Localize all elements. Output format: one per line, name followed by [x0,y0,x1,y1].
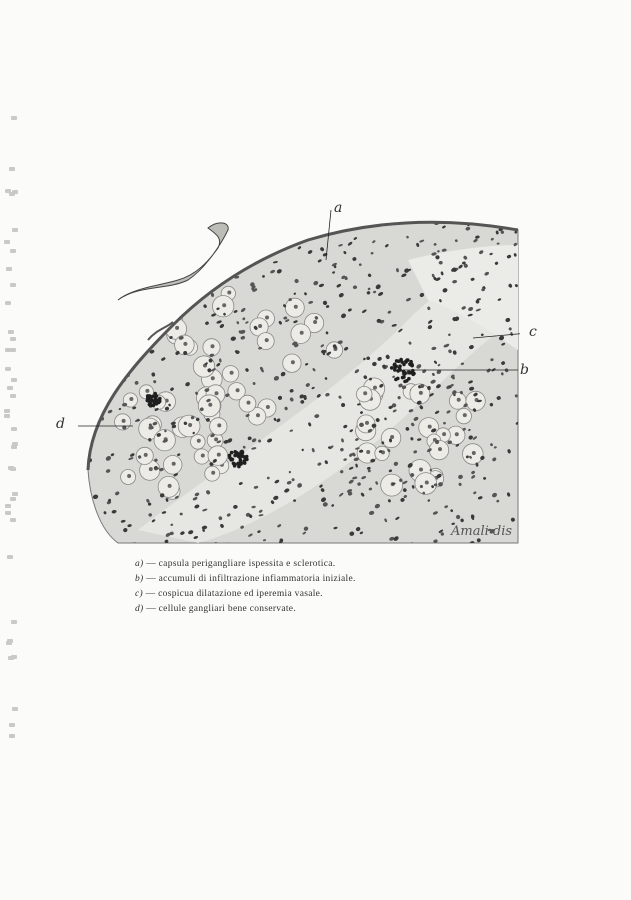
stromal-nucleus [287,219,291,222]
bleed-mark [5,301,11,305]
stromal-nucleus [262,254,266,257]
stromal-nucleus [119,273,123,277]
stromal-nucleus [92,400,96,404]
stromal-nucleus [90,225,94,229]
stromal-nucleus [88,231,93,236]
stromal-nucleus [121,250,124,254]
histology-plate [78,200,520,545]
cell-nucleus [419,468,423,472]
inflammatory-cell [229,458,233,462]
stromal-nucleus [159,243,163,248]
bleed-mark [5,367,11,371]
stromal-nucleus [94,399,99,404]
stromal-nucleus [101,354,106,359]
stromal-nucleus [136,251,140,255]
stromal-nucleus [279,225,283,229]
legend-text: — capsula perigangliare ispessita e sclerotica. [143,559,336,569]
legend-text: — cellule gangliari bene conservate. [143,604,296,614]
stromal-nucleus [135,293,139,297]
cell-nucleus [300,331,304,335]
bleed-mark [7,386,13,390]
cell-nucleus [144,453,148,457]
cell-nucleus [172,462,176,466]
stromal-nucleus [216,264,220,268]
label-c: c [529,324,537,340]
stromal-nucleus [262,243,267,247]
bleed-mark [7,639,13,643]
cell-nucleus [211,471,215,475]
bleed-mark [11,427,17,431]
stromal-nucleus [103,358,108,362]
stromal-nucleus [133,282,137,286]
stromal-nucleus [291,230,296,235]
bleed-mark [12,707,18,711]
stromal-nucleus [300,234,304,238]
bleed-mark [12,492,18,496]
inflammatory-cell [410,364,414,368]
stromal-nucleus [122,253,128,258]
cell-nucleus [230,371,234,375]
cell-nucleus [258,324,262,328]
cell-nucleus [266,405,270,409]
legend-item-c [135,587,495,602]
bleed-mark [11,116,17,120]
stromal-nucleus [189,263,195,267]
stromal-nucleus [126,301,132,307]
stromal-nucleus [264,247,268,252]
stromal-nucleus [139,347,144,352]
stromal-nucleus [125,239,131,244]
stromal-nucleus [128,261,134,265]
bleed-mark [10,348,16,352]
stromal-nucleus [105,303,110,307]
inflammatory-cell [154,396,158,400]
stromal-nucleus [174,296,179,299]
stromal-nucleus [97,367,102,372]
cell-nucleus [472,451,476,455]
bleed-mark [12,442,18,446]
inflammatory-cell [239,452,243,456]
bleed-mark [5,189,11,193]
cell-nucleus [390,435,394,439]
cell-nucleus [127,474,131,478]
cell-nucleus [217,423,221,427]
stromal-nucleus [173,229,176,233]
cell-nucleus [363,391,367,395]
legend-text: — accumuli di infiltrazione infiammatoria iniziale. [143,574,356,584]
stromal-nucleus [156,273,161,278]
cell-nucleus [201,454,205,458]
bleed-mark [10,337,16,341]
bleed-mark [11,620,17,624]
stromal-nucleus [122,249,127,254]
bleed-mark [10,283,16,287]
cell-nucleus [183,342,187,346]
cell-nucleus [419,391,423,395]
legend-key: b) [135,574,144,584]
stromal-nucleus [132,338,137,343]
stromal-nucleus [486,219,490,223]
bleed-mark [4,240,10,244]
stromal-nucleus [171,296,176,301]
stromal-nucleus [86,377,91,382]
inflammatory-cell [242,460,246,464]
stromal-nucleus [96,253,101,258]
label-a: a [334,200,343,216]
stromal-nucleus [244,254,249,258]
stromal-nucleus [118,303,124,308]
stromal-nucleus [293,234,297,239]
inflammatory-cell [398,366,402,370]
stromal-nucleus [172,255,179,261]
cell-nucleus [373,386,377,390]
cell-nucleus [247,401,251,405]
stromal-nucleus [93,285,99,291]
cell-nucleus [438,447,442,451]
bleed-mark [10,518,16,522]
stromal-nucleus [101,354,105,358]
stromal-nucleus [177,224,181,227]
stromal-nucleus [140,228,145,233]
cell-nucleus [222,303,226,307]
cell-nucleus [463,413,467,417]
bleed-mark [12,228,18,232]
stromal-nucleus [149,290,155,296]
stromal-nucleus [114,226,119,230]
stromal-nucleus [205,221,211,227]
stromal-nucleus [152,235,157,240]
stromal-nucleus [88,289,94,295]
stromal-nucleus [182,223,185,227]
inflammatory-cell [409,360,413,364]
cell-nucleus [129,397,133,401]
legend-key: c) [135,589,143,599]
bleed-mark [8,330,14,334]
cell-nucleus [208,403,212,407]
stromal-nucleus [176,243,181,247]
figure-legend [135,557,495,617]
inflammatory-cell [149,403,153,407]
bleed-mark [5,504,11,508]
inflammatory-cell [147,395,151,399]
cell-nucleus [428,425,432,429]
cell-nucleus [215,391,219,395]
stromal-nucleus [108,311,112,316]
stromal-nucleus [136,357,139,359]
inflammatory-cell [393,368,397,372]
stromal-nucleus [138,284,142,288]
cell-nucleus [188,423,192,427]
bleed-mark [4,414,10,418]
bleed-mark [10,394,16,398]
bleed-mark [8,466,14,470]
bleed-mark [6,267,12,271]
bleed-mark [5,511,11,515]
inflammatory-cell [242,455,246,459]
legend-text: — cospicua dilatazione ed iperemia vasale. [142,589,323,599]
inflammatory-cell [395,359,399,363]
cell-nucleus [425,481,429,485]
stromal-nucleus [100,398,106,401]
cell-nucleus [265,316,269,320]
bleed-mark [9,734,15,738]
inflammatory-cell [396,377,400,381]
bleed-mark [9,723,15,727]
cell-nucleus [365,421,369,425]
cell-nucleus [145,389,149,393]
cell-nucleus [366,450,370,454]
cell-nucleus [168,484,172,488]
stromal-nucleus [170,221,173,224]
inflammatory-cell [403,380,407,384]
cell-nucleus [455,432,459,436]
cell-nucleus [457,398,461,402]
stromal-nucleus [332,226,338,232]
label-b: b [520,362,529,378]
label-d: d [56,416,65,432]
stromal-nucleus [381,219,387,223]
inflammatory-cell [239,461,243,465]
cell-nucleus [256,413,260,417]
cell-nucleus [265,338,269,342]
cell-nucleus [291,360,295,364]
stromal-nucleus [132,230,138,234]
stromal-nucleus [249,237,252,240]
inflammatory-cell [401,376,405,380]
stromal-nucleus [169,225,174,230]
cell-nucleus [211,344,215,348]
margin-bleed-through [0,80,22,780]
bleed-mark [9,167,15,171]
cell-nucleus [313,320,317,324]
stromal-nucleus [177,271,184,277]
stromal-nucleus [90,392,95,397]
stromal-nucleus [86,494,91,498]
cell-nucleus [211,376,215,380]
stromal-nucleus [94,531,98,535]
stromal-nucleus [351,222,357,226]
bleed-mark [4,409,10,413]
stromal-nucleus [100,365,106,370]
inflammatory-cell [237,454,241,458]
stromal-nucleus [193,290,198,295]
stromal-nucleus [171,227,176,232]
cell-nucleus [149,467,153,471]
inflammatory-cell [233,464,237,468]
inflammatory-cell [235,451,239,455]
bleed-mark [10,249,16,253]
stromal-nucleus [286,232,292,238]
stromal-nucleus [93,259,98,264]
inflammatory-cell [404,360,408,364]
artist-signature: Amali dis [451,524,513,539]
bleed-mark [12,190,18,194]
bleed-mark [7,555,13,559]
cell-nucleus [236,388,240,392]
cell-nucleus [217,453,221,457]
legend-item-a [135,557,495,572]
legend-item-b [135,572,495,587]
bleed-mark [8,656,14,660]
tissue-illustration [78,200,520,545]
cell-nucleus [197,439,201,443]
stromal-nucleus [94,291,99,297]
stromal-nucleus [132,232,136,236]
cell-nucleus [122,419,126,423]
stromal-nucleus [144,256,148,260]
cell-nucleus [294,305,298,309]
stromal-nucleus [261,227,265,231]
stromal-nucleus [97,238,102,243]
stromal-nucleus [131,257,137,263]
cell-nucleus [227,291,231,295]
stromal-nucleus [103,309,107,313]
stromal-nucleus [211,244,215,247]
cell-nucleus [175,326,179,330]
stromal-nucleus [112,248,116,253]
stromal-nucleus [219,255,222,258]
stromal-nucleus [328,218,333,223]
inflammatory-cell [390,366,394,370]
bleed-mark [11,378,17,382]
bleed-mark [10,497,16,501]
cell-nucleus [214,437,218,441]
stromal-nucleus [266,223,270,227]
inflammatory-cell [156,400,160,404]
stromal-nucleus [269,244,274,249]
legend-key: d) [135,604,144,614]
stromal-nucleus [241,257,244,260]
detached-capsule-fragment [118,223,228,300]
inflammatory-cell [410,371,414,375]
stromal-nucleus [207,287,210,291]
stromal-nucleus [113,238,119,243]
legend-item-d [135,602,495,617]
cell-nucleus [442,432,446,436]
stromal-nucleus [136,327,140,332]
stromal-nucleus [122,225,127,229]
legend-key: a) [135,559,144,569]
cell-nucleus [171,316,175,320]
stromal-nucleus [256,224,262,230]
